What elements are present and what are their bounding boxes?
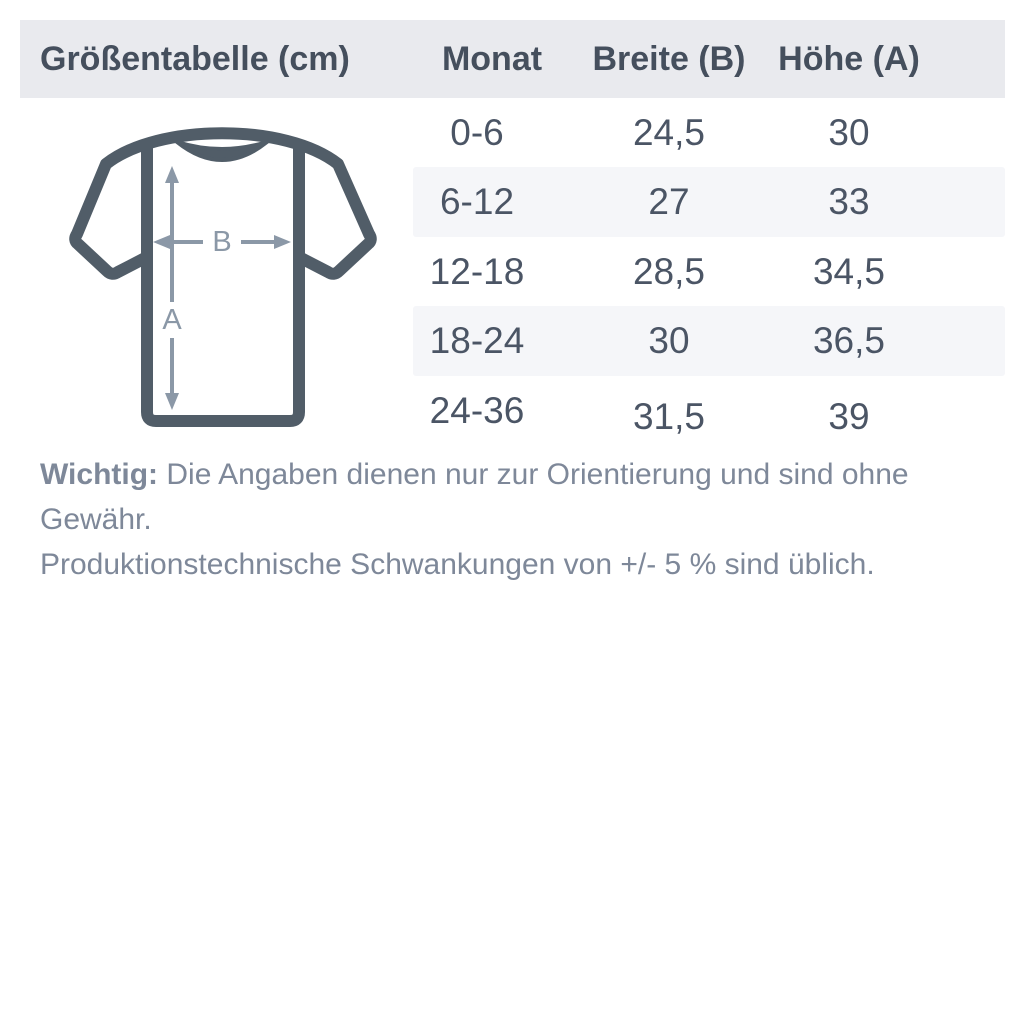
disclaimer-prefix: Wichtig:	[40, 458, 159, 491]
table-row	[413, 306, 1005, 375]
tshirt-outline-icon	[75, 133, 371, 421]
cell-breite: 24,5	[632, 112, 705, 153]
cell-monat: 24-36	[429, 389, 525, 431]
cell-hoehe: 30	[828, 112, 870, 153]
table-row	[413, 167, 1005, 236]
cell-monat: 18-24	[429, 320, 525, 362]
width-label: B	[212, 226, 232, 258]
size-chart-title: Größentabelle (cm)	[40, 40, 350, 78]
size-table-body	[413, 98, 1005, 445]
cell-breite: 31,5	[632, 395, 705, 437]
column-header-breite: Breite (B)	[592, 40, 746, 78]
disclaimer-note	[40, 452, 984, 587]
column-header-monat: Monat	[441, 40, 543, 78]
cell-hoehe: 33	[828, 181, 870, 223]
cell-breite: 30	[648, 320, 690, 362]
cell-breite: 28,5	[632, 250, 705, 292]
cell-monat: 0-6	[450, 112, 504, 153]
table-row	[413, 237, 1005, 306]
cell-monat: 6-12	[439, 181, 515, 223]
tshirt-measurement-diagram	[73, 120, 373, 434]
cell-hoehe: 34,5	[812, 250, 885, 292]
table-header-row	[20, 20, 1005, 98]
cell-monat: 12-18	[429, 250, 525, 292]
height-label: A	[162, 304, 182, 336]
column-header-hoehe: Höhe (A)	[778, 40, 920, 78]
cell-breite: 27	[648, 181, 690, 223]
disclaimer-line-1	[40, 452, 984, 542]
cell-hoehe: 39	[828, 395, 870, 437]
disclaimer-text-1: Die Angaben dienen nur zur Orientierung und sind ohne Gewähr.	[40, 458, 909, 536]
disclaimer-line-2: Produktionstechnische Schwankungen von +/- 5 % sind üblich.	[40, 548, 875, 581]
cell-hoehe: 36,5	[812, 320, 885, 362]
table-row	[413, 98, 1005, 167]
table-row	[413, 376, 1005, 445]
